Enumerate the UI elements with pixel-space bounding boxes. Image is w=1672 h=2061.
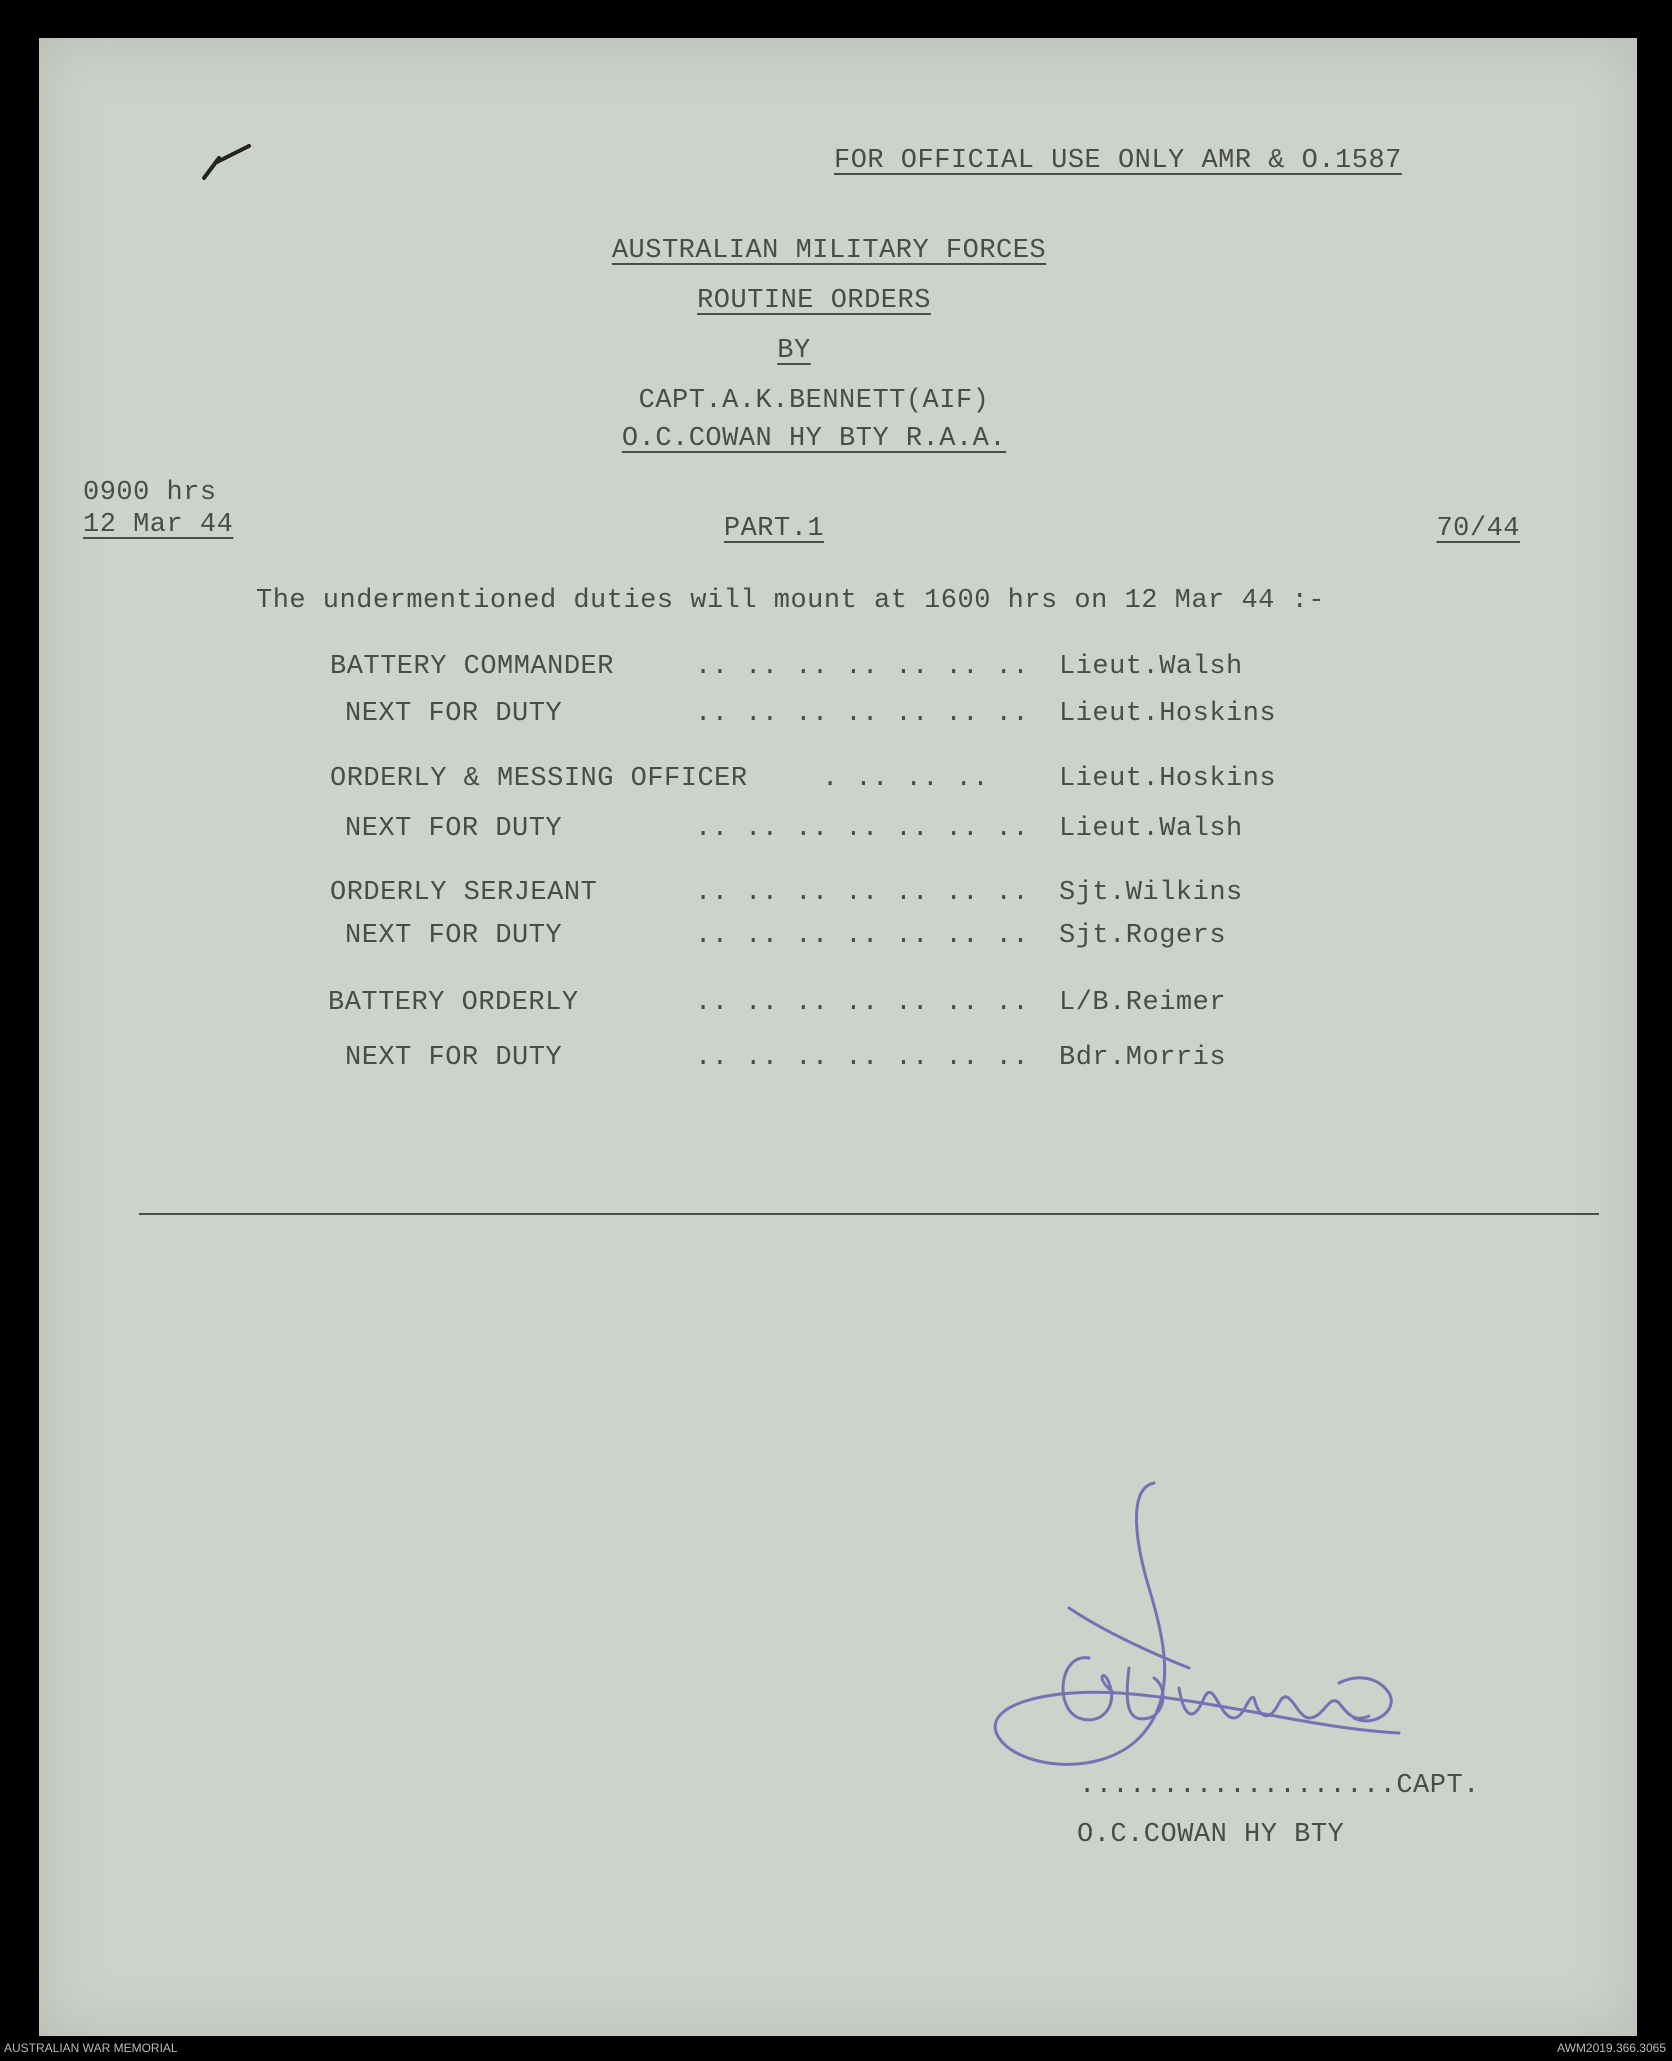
- duty-leader-dots: .. .. .. .. .. .. ..: [695, 988, 1030, 1018]
- tick-mark-icon: [199, 138, 259, 188]
- duty-name: Bdr.Morris: [1059, 1043, 1227, 1073]
- duty-role: ORDERLY & MESSING OFFICER: [330, 764, 748, 794]
- title-line-1: AUSTRALIAN MILITARY FORCES: [611, 236, 1047, 266]
- signature-title: O.C.COWAN HY BTY: [1077, 1820, 1345, 1850]
- official-use-header: FOR OFFICIAL USE ONLY AMR & O.1587: [834, 146, 1402, 176]
- order-number: 70/44: [1436, 514, 1520, 544]
- title-line-2: ROUTINE ORDERS: [697, 286, 931, 316]
- title-line-3: BY: [777, 336, 811, 366]
- duty-role: ORDERLY SERJEANT: [330, 878, 598, 908]
- duty-role: BATTERY COMMANDER: [330, 652, 614, 682]
- duty-role: BATTERY ORDERLY: [328, 988, 579, 1018]
- duty-name: Sjt.Rogers: [1059, 921, 1227, 951]
- duty-role: NEXT FOR DUTY: [345, 814, 563, 844]
- duty-leader-dots: .. .. .. .. .. .. ..: [695, 1043, 1030, 1073]
- footer-left: AUSTRALIAN WAR MEMORIAL: [4, 2041, 178, 2055]
- title-line-5: O.C.COWAN HY BTY R.A.A.: [621, 424, 1007, 454]
- duty-name: L/B.Reimer: [1059, 988, 1227, 1018]
- duty-leader-dots: .. .. .. .. .. .. ..: [695, 878, 1030, 908]
- duty-role: NEXT FOR DUTY: [345, 1043, 563, 1073]
- duty-name: Lieut.Hoskins: [1059, 699, 1277, 729]
- duty-leader-dots: .. .. .. .. .. .. ..: [695, 699, 1030, 729]
- duty-name: Lieut.Walsh: [1059, 814, 1243, 844]
- signature-icon: [979, 1478, 1499, 1798]
- duty-role: NEXT FOR DUTY: [345, 921, 563, 951]
- horizontal-rule: [139, 1213, 1599, 1215]
- intro-text: The undermentioned duties will mount at 1600 hrs on 12 Mar 44 :-: [256, 586, 1325, 616]
- archive-footer: [0, 2036, 1672, 2061]
- part-label: PART.1: [723, 514, 825, 544]
- duty-leader-dots: .. .. .. .. .. .. ..: [695, 814, 1030, 844]
- duty-leader-dots: . .. .. ..: [822, 764, 990, 794]
- duty-leader-dots: .. .. .. .. .. .. ..: [695, 652, 1030, 682]
- time-label: 0900 hrs: [83, 478, 217, 508]
- duty-name: Lieut.Walsh: [1059, 652, 1243, 682]
- title-line-4: CAPT.A.K.BENNETT(AIF): [638, 386, 990, 416]
- duty-role: NEXT FOR DUTY: [345, 699, 563, 729]
- duty-name: Lieut.Hoskins: [1059, 764, 1277, 794]
- footer-right: AWM2019.366.3065: [1557, 2041, 1666, 2055]
- duty-name: Sjt.Wilkins: [1059, 878, 1243, 908]
- duty-leader-dots: .. .. .. .. .. .. ..: [695, 921, 1030, 951]
- document-page: [39, 38, 1637, 2036]
- date-label: 12 Mar 44: [83, 510, 234, 540]
- signature-dots-line: ...................CAPT.: [1079, 1771, 1480, 1801]
